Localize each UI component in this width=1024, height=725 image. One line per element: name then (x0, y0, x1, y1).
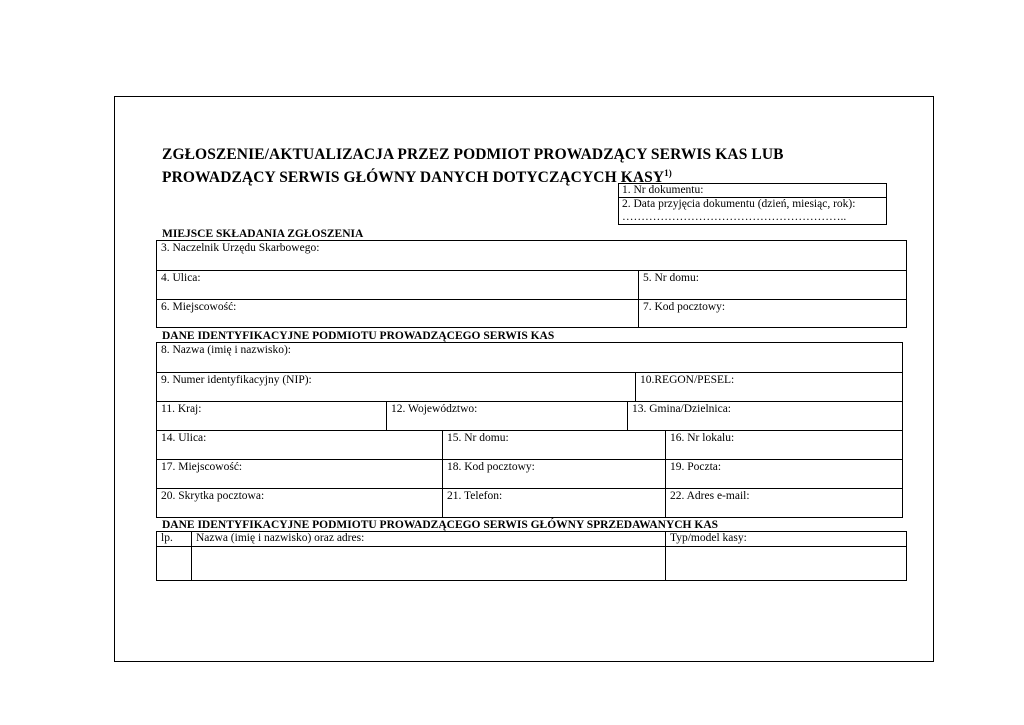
form-title-line1: ZGŁOSZENIE/AKTUALIZACJA PRZEZ PODMIOT PROWADZĄCY SERWIS KAS LUB (162, 146, 784, 163)
kod-pocztowy-field[interactable]: 7. Kod pocztowy: (638, 300, 906, 328)
section-title-podmiot: DANE IDENTYFIKACYJNE PODMIOTU PROWADZĄCEGO SERWIS KAS (162, 330, 555, 342)
nip-field[interactable]: 9. Numer identyfikacyjny (NIP): (161, 374, 312, 386)
nazwa-adres-cell[interactable] (191, 547, 665, 581)
table-row (157, 271, 906, 300)
table-row (157, 460, 902, 489)
lp-cell[interactable] (157, 547, 191, 581)
column-header-nazwa: Nazwa (imię i nazwisko) oraz adres: (191, 532, 665, 546)
ulica-field[interactable]: 14. Ulica: (161, 432, 207, 444)
miejscowosc-field[interactable]: 6. Miejscowość: (161, 301, 237, 313)
section-title-serwis-glowny: DANE IDENTYFIKACYJNE PODMIOTU PROWADZĄCEGO SERWIS GŁÓWNY SPRZEDAWANYCH KAS (162, 519, 719, 531)
table-row (157, 547, 906, 581)
table-row (157, 241, 906, 271)
document-date-dots: ………………………………………………….. (622, 211, 847, 223)
document-date-field[interactable] (619, 198, 886, 224)
nazwa-field[interactable]: 8. Nazwa (imię i nazwisko): (161, 344, 291, 356)
nr-domu-field[interactable]: 5. Nr domu: (638, 271, 906, 299)
nr-lokalu-field[interactable]: 16. Nr lokalu: (665, 431, 902, 459)
form-title-line2-text: PROWADZĄCY SERWIS GŁÓWNY DANYCH DOTYCZĄCYCH KASY (162, 169, 665, 187)
footnote-marker: 1) (664, 168, 672, 178)
section1-table (156, 240, 907, 328)
table-header-row (157, 532, 906, 547)
table-row (157, 343, 902, 373)
table-row (157, 373, 902, 402)
form-title (162, 146, 862, 187)
document-number-field[interactable]: 1. Nr dokumentu: (619, 184, 886, 198)
table-row (157, 431, 902, 460)
naczelnik-field[interactable]: 3. Naczelnik Urzędu Skarbowego: (161, 242, 320, 254)
nr-domu-field[interactable]: 15. Nr domu: (442, 431, 665, 459)
section2-table (156, 342, 903, 518)
document-info-box (618, 183, 887, 225)
kraj-field[interactable]: 11. Kraj: (161, 403, 202, 415)
table-row (157, 300, 906, 328)
gmina-field[interactable]: 13. Gmina/Dzielnica: (627, 402, 902, 430)
section-title-miejsce: MIEJSCE SKŁADANIA ZGŁOSZENIA (162, 228, 364, 240)
document-date-label: 2. Data przyjęcia dokumentu (dzień, miesiąc, rok): (622, 198, 856, 210)
section3-table (156, 531, 907, 581)
kod-pocztowy-field[interactable]: 18. Kod pocztowy: (442, 460, 665, 488)
table-row (157, 489, 902, 518)
typ-model-cell[interactable] (665, 547, 906, 581)
column-header-lp: lp. (161, 532, 173, 544)
telefon-field[interactable]: 21. Telefon: (442, 489, 665, 518)
regon-pesel-field[interactable]: 10.REGON/PESEL: (635, 373, 902, 401)
ulica-field[interactable]: 4. Ulica: (161, 272, 201, 284)
miejscowosc-field[interactable]: 17. Miejscowość: (161, 461, 243, 473)
wojewodztwo-field[interactable]: 12. Województwo: (386, 402, 627, 430)
skrytka-field[interactable]: 20. Skrytka pocztowa: (161, 490, 265, 502)
email-field[interactable]: 22. Adres e-mail: (665, 489, 902, 518)
column-header-typ: Typ/model kasy: (665, 532, 906, 546)
poczta-field[interactable]: 19. Poczta: (665, 460, 902, 488)
table-row (157, 402, 902, 431)
